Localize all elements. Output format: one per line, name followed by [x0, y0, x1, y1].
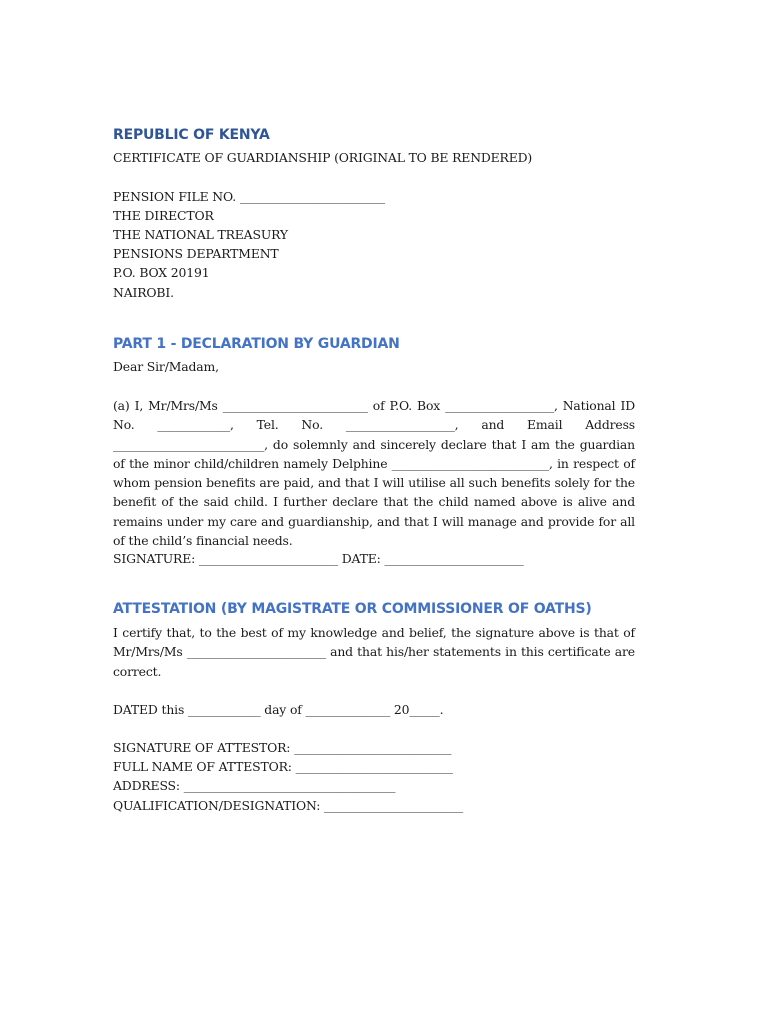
document-subtitle: CERTIFICATE OF GUARDIANSHIP (ORIGINAL TO BE RENDERED)	[113, 150, 533, 165]
document-heading: REPUBLIC OF KENYA	[113, 127, 270, 143]
attestor-signature-field: SIGNATURE OF ATTESTOR: __________________________	[113, 740, 452, 755]
declaration-paragraph: (a) I, Mr/Mrs/Ms ________________________ of P.O. Box __________________, National ID No. ____________, Tel. No. __________________, and Email Address _________________________, do solemnly and sincerely declare that I am the guardian of the minor child/children namely Delphine __________________________, in respect of whom pension benefits are paid, and that I will utilise all such benefits solely for the benefit of the said child. I further declare that the child named above is alive and remains under my care and guardianship, and that I will manage and provide for all of the child’s financial needs.	[113, 398, 635, 549]
part1-heading: PART 1 - DECLARATION BY GUARDIAN	[113, 336, 400, 352]
signature-date-line: SIGNATURE: _______________________ DATE: _______________________	[113, 551, 524, 566]
salutation: Dear Sir/Madam,	[113, 359, 219, 374]
attestation-paragraph: I certify that, to the best of my knowledge and belief, the signature above is that of Mr/Mrs/Ms _______________________ and that his/her statements in this certificate are correct.	[113, 625, 635, 679]
address-line-po-box: P.O. BOX 20191	[113, 265, 210, 280]
attestation-heading: ATTESTATION (BY MAGISTRATE OR COMMISSIONER OF OATHS)	[113, 601, 592, 617]
attestor-address-field: ADDRESS: ___________________________________	[113, 778, 396, 793]
dated-line: DATED this ____________ day of ______________ 20_____.	[113, 702, 444, 717]
attestor-qualification-field: QUALIFICATION/DESIGNATION: _______________________	[113, 798, 464, 813]
pension-file-no-line: PENSION FILE NO. ________________________	[113, 189, 385, 204]
address-line-city: NAIROBI.	[113, 285, 174, 300]
address-line-treasury: THE NATIONAL TREASURY	[113, 227, 288, 242]
address-line-department: PENSIONS DEPARTMENT	[113, 246, 279, 261]
address-line-director: THE DIRECTOR	[113, 208, 214, 223]
attestor-name-field: FULL NAME OF ATTESTOR: __________________________	[113, 759, 453, 774]
